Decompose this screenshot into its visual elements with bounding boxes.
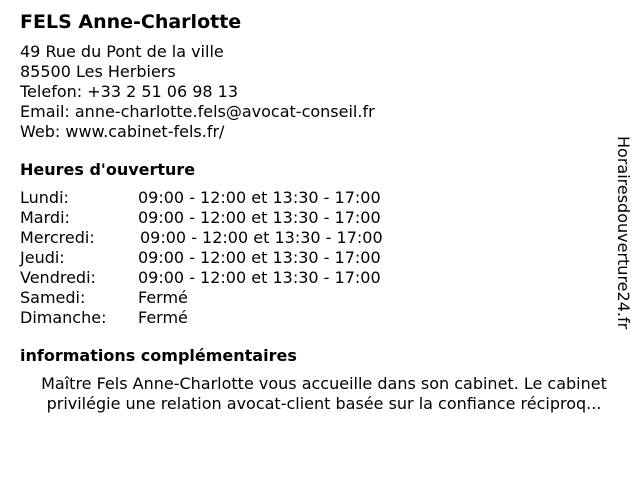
opening-hours-list xyxy=(20,188,624,328)
hours-row-saturday xyxy=(20,288,624,308)
address-city: 85500 Les Herbiers xyxy=(20,62,176,81)
hours-value: Fermé xyxy=(138,308,188,327)
hours-value: 09:00 - 12:00 et 13:30 - 17:00 xyxy=(138,248,381,267)
additional-info-heading: informations complémentaires xyxy=(20,346,297,365)
hours-row-monday xyxy=(20,188,624,208)
address-street: 49 Rue du Pont de la ville xyxy=(20,42,224,61)
day-label: Mercredi: xyxy=(20,228,95,247)
email-address: Email: anne-charlotte.fels@avocat-conseil.fr xyxy=(20,102,375,121)
day-label: Mardi: xyxy=(20,208,70,227)
phone-number: Telefon: +33 2 51 06 98 13 xyxy=(20,82,239,101)
site-watermark: Horairesdouverture24.fr xyxy=(614,136,633,330)
hours-row-wednesday xyxy=(20,228,624,248)
business-card xyxy=(20,10,624,414)
day-label: Vendredi: xyxy=(20,268,96,287)
hours-value: Fermé xyxy=(138,288,188,307)
opening-hours-heading: Heures d'ouverture xyxy=(20,160,196,179)
day-label: Dimanche: xyxy=(20,308,107,327)
hours-row-friday xyxy=(20,268,624,288)
hours-value: 09:00 - 12:00 et 13:30 - 17:00 xyxy=(138,188,381,207)
day-label: Samedi: xyxy=(20,288,86,307)
business-name: FELS Anne-Charlotte xyxy=(20,11,242,33)
hours-row-tuesday xyxy=(20,208,624,228)
hours-value: 09:00 - 12:00 et 13:30 - 17:00 xyxy=(140,228,383,247)
day-label: Jeudi: xyxy=(20,248,65,267)
hours-value: 09:00 - 12:00 et 13:30 - 17:00 xyxy=(138,268,381,287)
day-label: Lundi: xyxy=(20,188,69,207)
hours-value: 09:00 - 12:00 et 13:30 - 17:00 xyxy=(138,208,381,227)
hours-row-sunday xyxy=(20,308,624,328)
website-url: Web: www.cabinet-fels.fr/ xyxy=(20,122,225,141)
additional-info-line: Maître Fels Anne-Charlotte vous accueille dans son cabinet. Le cabinet xyxy=(41,374,607,393)
hours-row-thursday xyxy=(20,248,624,268)
additional-info-line: privilégie une relation avocat-client basée sur la confiance réciproq... xyxy=(46,394,602,413)
